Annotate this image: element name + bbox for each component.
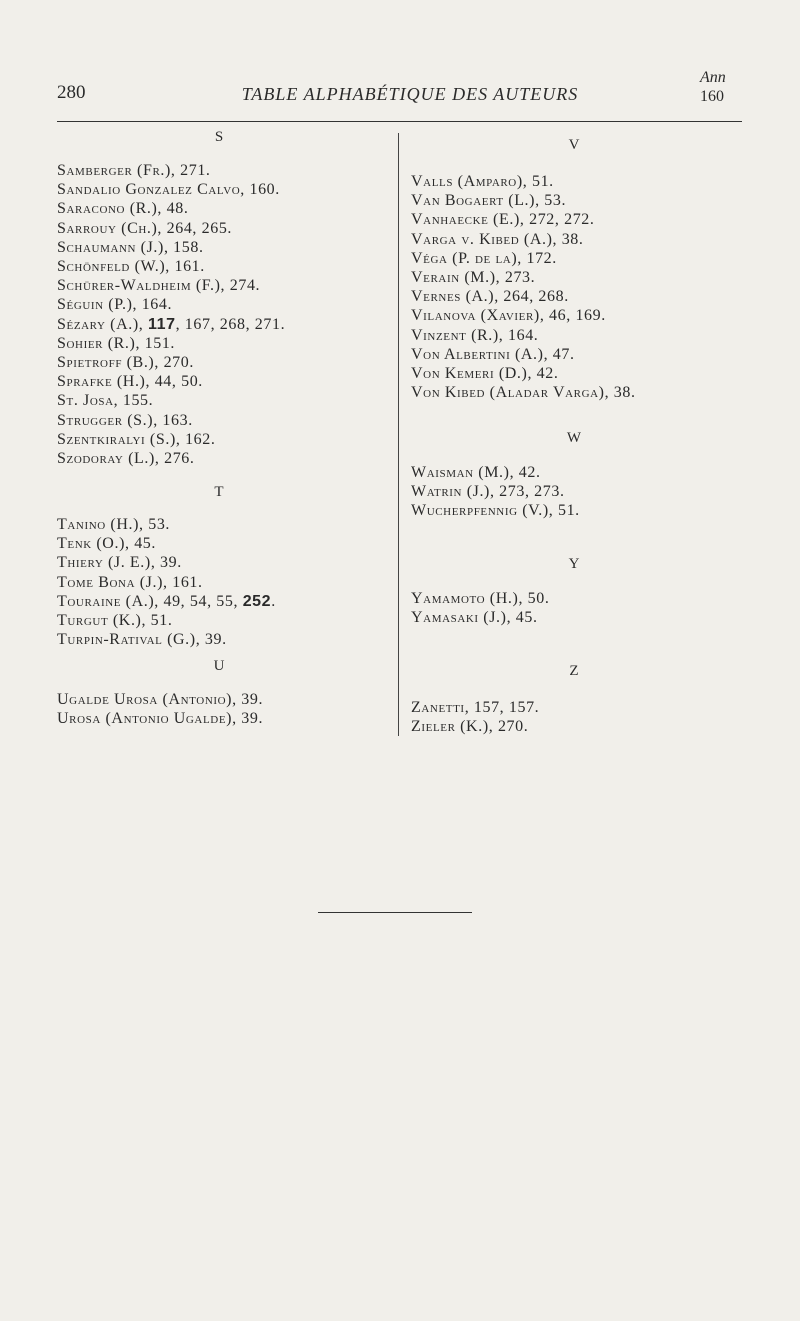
index-entry	[411, 346, 575, 364]
section-letter-s: S	[214, 129, 224, 145]
author-name: Saracono (R.)	[57, 200, 158, 218]
index-entry	[411, 192, 566, 210]
section-letter-v: V	[568, 137, 580, 153]
author-name: Zanetti	[411, 699, 465, 716]
author-name: Zieler (K.)	[411, 718, 489, 736]
index-entry	[411, 483, 565, 501]
page-number: 280	[57, 82, 86, 103]
author-name: Ugalde Urosa (Antonio)	[57, 691, 233, 708]
header-rule	[57, 121, 742, 122]
column-divider	[398, 133, 399, 736]
page-refs: , 39.	[232, 710, 264, 728]
page-refs: , 47.	[543, 345, 575, 363]
author-name: Tenk (O.)	[57, 535, 125, 553]
page-refs: , 151.	[135, 334, 176, 352]
index-entry	[57, 239, 204, 257]
author-name: Samberger (Fr.)	[57, 162, 171, 179]
index-entry	[411, 250, 557, 268]
margin-note-line-2: 160	[700, 88, 724, 105]
index-entry	[57, 691, 263, 709]
page-refs: , 271.	[170, 162, 211, 179]
page-refs: , 273, 273.	[489, 483, 565, 501]
author-name: Séguin (P.)	[57, 296, 133, 314]
page-refs: , 51.	[548, 502, 580, 520]
footer-rule	[318, 912, 472, 913]
page-refs: , 162.	[175, 430, 216, 448]
page-refs: , 164.	[132, 296, 173, 314]
index-entry	[411, 365, 558, 383]
page-refs: , 161.	[165, 258, 205, 275]
index-entry	[57, 258, 205, 276]
section-letter-y: Y	[568, 556, 580, 572]
page-refs: , 39.	[150, 554, 182, 572]
page-refs: , 42.	[527, 365, 559, 382]
index-entry	[57, 354, 194, 372]
page-refs: , 164.	[498, 326, 539, 344]
index-entry	[411, 590, 549, 608]
author-name: Schönfeld (W.)	[57, 258, 166, 275]
author-name: Turpin-Ratival (G.)	[57, 631, 196, 649]
page-refs: , 273.	[495, 269, 536, 286]
section-letter-t: T	[214, 484, 224, 500]
author-name: Von Kemeri (D.)	[411, 365, 528, 382]
author-name: Von Kibed (Aladar Varga)	[411, 384, 605, 402]
page-refs: , 53.	[535, 192, 567, 210]
section-letter-z: Z	[569, 663, 579, 679]
author-name: Varga v. Kibed (A.)	[411, 230, 553, 248]
author-name: Szentkiralyi (S.)	[57, 430, 176, 448]
author-name: Verain (M.)	[411, 269, 496, 286]
index-entry	[411, 464, 541, 482]
page-refs: , 44, 50.	[145, 373, 203, 391]
page-refs: , 264, 268.	[494, 288, 569, 306]
author-name: Véga (P. de la)	[411, 249, 518, 267]
index-entry	[411, 288, 569, 306]
author-name: Szodoray (L.)	[57, 450, 155, 467]
author-name: Vernes (A.)	[411, 288, 495, 306]
page-refs: , 270.	[488, 718, 529, 736]
index-entry	[57, 593, 276, 611]
author-name: Thiery (J. E.)	[57, 554, 151, 572]
page-refs: , 51.	[522, 173, 554, 190]
index-entry	[57, 392, 153, 410]
author-name: Sprafke (H.)	[57, 373, 146, 391]
page-refs: , 155.	[113, 392, 154, 410]
page-refs: , 276.	[154, 450, 195, 467]
page-refs: , 51.	[141, 612, 173, 629]
author-name: Vanhaecke (E.)	[411, 211, 520, 229]
index-entry	[57, 316, 285, 334]
author-name: Tanino (H.)	[57, 516, 140, 533]
index-entry	[411, 231, 584, 249]
page-refs: , 49, 54, 55,	[154, 592, 243, 610]
index-entry	[57, 516, 170, 534]
page-refs: , 158.	[163, 238, 204, 256]
author-name: Sézary (A.)	[57, 315, 139, 333]
index-entry	[411, 718, 528, 736]
author-name: Wucherpfennig (V.)	[411, 502, 549, 520]
section-letter-w: W	[566, 430, 582, 446]
page-ref-bold: 117	[147, 315, 176, 333]
page-ref-bold: 252	[242, 592, 272, 610]
page-refs: ,	[138, 315, 148, 333]
index-entry	[411, 211, 595, 229]
author-name: Urosa (Antonio Ugalde)	[57, 710, 233, 728]
page-refs: , 46, 169.	[539, 307, 606, 325]
page-refs: , 270.	[154, 354, 194, 371]
author-name: Van Bogaert (L.)	[411, 192, 536, 210]
author-name: Sohier (R.)	[57, 334, 136, 352]
index-entry	[57, 296, 172, 314]
author-name: Waisman (M.)	[411, 464, 510, 481]
index-entry	[57, 710, 263, 728]
index-entry	[57, 335, 175, 353]
index-entry	[57, 574, 203, 592]
author-name: Touraine (A.)	[57, 592, 155, 610]
page-refs: , 160.	[240, 181, 280, 199]
index-entry	[57, 162, 211, 180]
section-letter-u: U	[213, 658, 225, 674]
page-refs-after: .	[271, 592, 276, 610]
index-entry	[411, 327, 538, 345]
index-entry	[57, 612, 172, 630]
page-refs: , 45.	[125, 535, 156, 553]
page-refs: , 157, 157.	[464, 699, 540, 716]
index-entry	[411, 699, 539, 717]
page-refs: , 163.	[153, 411, 193, 429]
index-entry	[57, 631, 227, 649]
margin-note	[700, 68, 726, 106]
index-entry	[411, 307, 606, 325]
author-name: Schürer-Waldheim (F.)	[57, 277, 221, 295]
author-name: Yamamoto (H.)	[411, 590, 519, 607]
page-refs-after: , 167, 268, 271.	[175, 315, 286, 333]
page-refs: , 42.	[509, 464, 541, 481]
author-name: St. Josa	[57, 392, 114, 410]
page-refs: , 48.	[157, 200, 189, 218]
author-name: Von Albertini (A.)	[411, 345, 544, 363]
author-name: Spietroff (B.)	[57, 354, 155, 371]
author-name: Sandalio Gonzalez Calvo	[57, 181, 241, 199]
index-entry	[57, 200, 188, 218]
running-title: TABLE ALPHABÉTIQUE DES AUTEURS	[241, 84, 579, 104]
author-name: Sarrouy (Ch.)	[57, 219, 158, 237]
author-name: Watrin (J.)	[411, 483, 490, 501]
page-refs: , 50.	[518, 590, 550, 607]
index-entry	[411, 173, 554, 191]
page-refs: , 39.	[195, 631, 227, 649]
author-name: Vilanova (Xavier)	[411, 307, 540, 325]
index-entry	[411, 269, 535, 287]
author-name: Yamasaki (J.)	[411, 609, 507, 627]
author-name: Tome Bona (J.)	[57, 573, 164, 591]
author-name: Valls (Amparo)	[411, 173, 523, 190]
index-entry	[411, 609, 538, 627]
author-name: Vinzent (R.)	[411, 326, 499, 344]
index-entry	[57, 554, 182, 572]
index-entry	[57, 277, 260, 295]
page-refs: , 38.	[552, 230, 584, 248]
page-refs: , 38.	[604, 384, 636, 402]
page-refs: , 161.	[163, 573, 203, 591]
index-entry	[57, 373, 203, 391]
index-entry	[57, 181, 280, 199]
author-name: Strugger (S.)	[57, 411, 154, 429]
index-entry	[57, 220, 232, 238]
index-entry	[57, 431, 215, 449]
page-refs: , 39.	[232, 691, 264, 708]
page-refs: , 272, 272.	[519, 211, 595, 229]
page-refs: , 53.	[139, 516, 171, 533]
page-refs: , 172.	[517, 249, 557, 267]
index-entry	[57, 412, 193, 430]
author-name: Turgut (K.)	[57, 612, 142, 629]
page-refs: , 274.	[220, 277, 261, 295]
index-entry	[57, 450, 195, 468]
margin-note-line-1: Ann	[700, 69, 726, 86]
index-entry	[411, 384, 636, 402]
index-entry	[411, 502, 580, 520]
author-name: Schaumann (J.)	[57, 238, 164, 256]
page-refs: , 45.	[506, 609, 538, 627]
index-entry	[57, 535, 156, 553]
page-refs: , 264, 265.	[157, 219, 233, 237]
